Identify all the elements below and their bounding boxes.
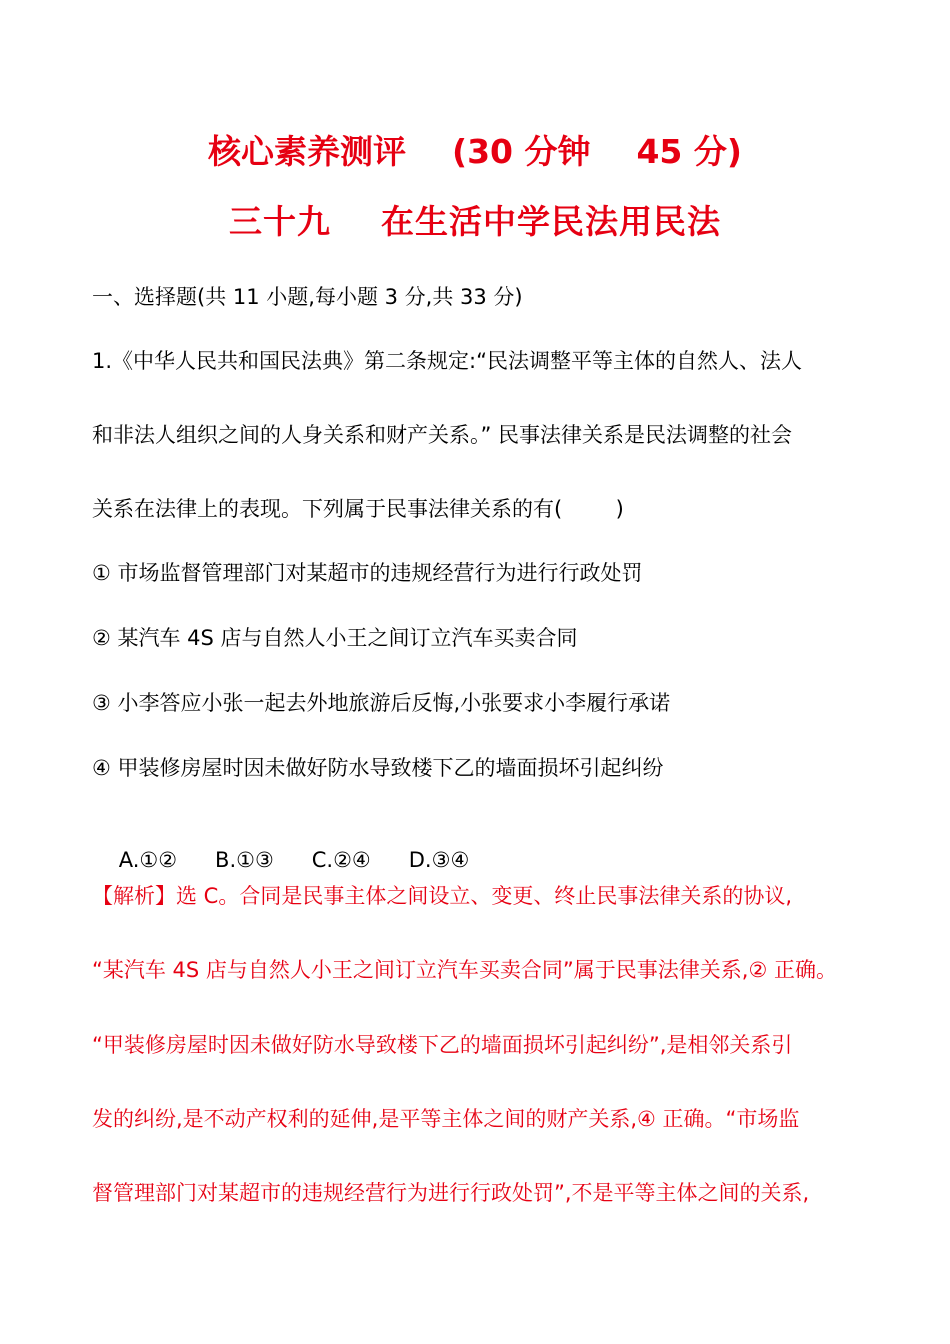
question-item-1: ① 市场监督管理部门对某超市的违规经营行为进行行政处罚 <box>92 561 643 585</box>
analysis-line-5: 督管理部门对某超市的违规经营行为进行行政处罚”,不是平等主体之间的关系, <box>92 1181 810 1205</box>
option-a: A.①② <box>118 848 178 872</box>
analysis-line-2: “某汽车 4S 店与自然人小王之间订立汽车买卖合同”属于民事法律关系,② 正确。 <box>92 958 837 982</box>
question-item-3: ③ 小李答应小张一起去外地旅游后反悔,小张要求小李履行承诺 <box>92 691 671 715</box>
page-title: 核心素养测评 (30 分钟 45 分) <box>208 132 742 171</box>
analysis-line-4: 发的纠纷,是不动产权利的延伸,是平等主体之间的财产关系,④ 正确。“市场监 <box>92 1107 800 1131</box>
question-item-2: ② 某汽车 4S 店与自然人小王之间订立汽车买卖合同 <box>92 626 578 650</box>
analysis-line-3: “甲装修房屋时因未做好防水导致楼下乙的墙面损坏引起纠纷”,是相邻关系引 <box>92 1033 793 1057</box>
question-item-4: ④ 甲装修房屋时因未做好防水导致楼下乙的墙面损坏引起纠纷 <box>92 756 664 780</box>
analysis-line-1: 【解析】选 C。合同是民事主体之间设立、变更、终止民事法律关系的协议, <box>92 884 793 908</box>
option-c: C.②④ <box>311 848 371 872</box>
option-b: B.①③ <box>215 848 274 872</box>
option-d: D.③④ <box>408 848 470 872</box>
section-heading: 一、选择题(共 11 小题,每小题 3 分,共 33 分) <box>92 285 523 309</box>
lesson-title: 三十九 在生活中学民法用民法 <box>229 202 721 241</box>
question-stem-line-1: 1.《中华人民共和国民法典》第二条规定:“民法调整平等主体的自然人、法人 <box>92 349 802 373</box>
question-stem-line-3: 关系在法律上的表现。下列属于民事法律关系的有( ) <box>92 497 624 521</box>
question-stem-line-2: 和非法人组织之间的人身关系和财产关系。” 民事法律关系是民法调整的社会 <box>92 423 793 447</box>
